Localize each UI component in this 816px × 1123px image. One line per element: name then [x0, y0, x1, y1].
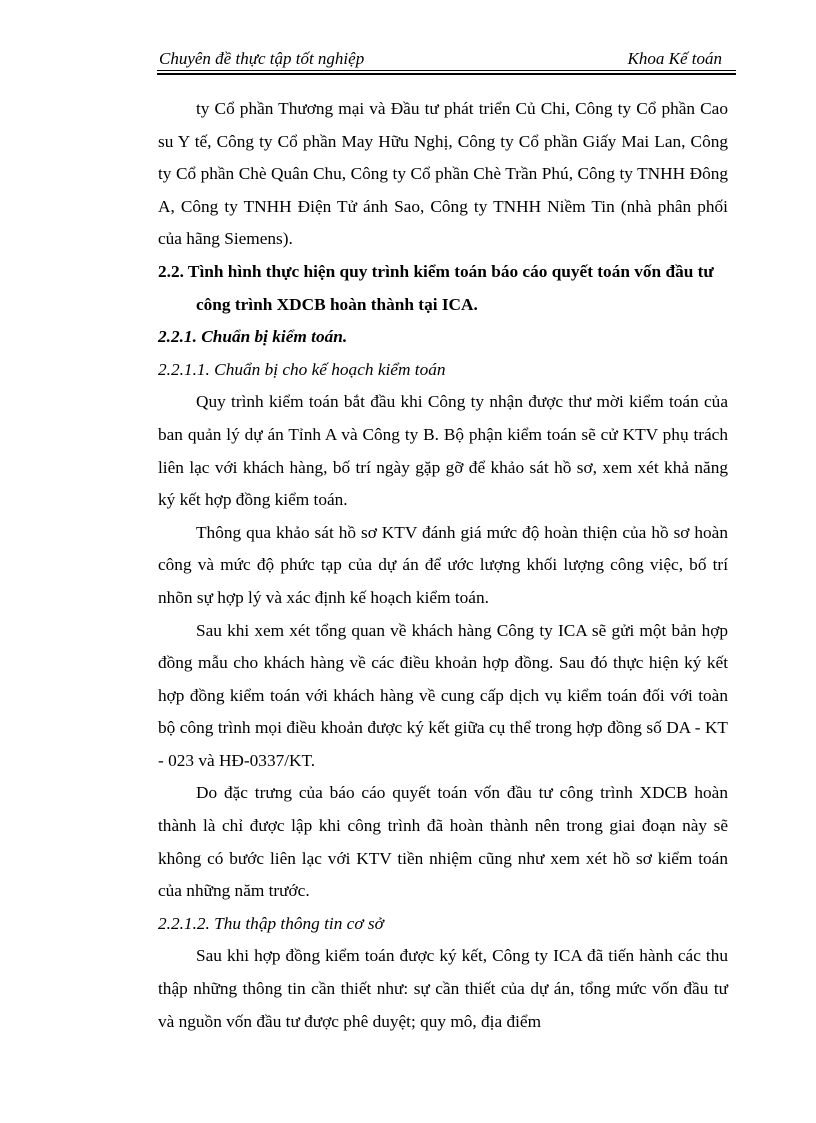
paragraph-characteristics: Do đặc trưng của báo cáo quyết toán vốn đầu tư công trình XDCB hoàn thành là chỉ được lập khi công trình đã hoàn thành nên trong giai đoạn này sẽ không có bước liên lạc với KTV tiền nhiệm cũng như xem xét hồ sơ kiểm toán của những năm trước.: [158, 783, 728, 901]
paragraph-audit-process: Quy trình kiểm toán bắt đầu khi Công ty nhận được thư mời kiểm toán của ban quản lý dự án Tỉnh A và Công ty B. Bộ phận kiểm toán sẽ cử KTV phụ trách liên lạc với khách hàng, bố trí ngày gặp gỡ để khảo sát hồ sơ, xem xét khả năng ký kết hợp đồng kiểm toán.: [158, 392, 728, 510]
header-rule-thin: [157, 70, 736, 71]
header-title: Chuyên đề thực tập tốt nghiệp: [159, 49, 365, 68]
paragraph-info-gathering: Sau khi hợp đồng kiểm toán được ký kết, Công ty ICA đã tiến hành các thu thập những thông tin cần thiết như: sự cần thiết của dự án, tổng mức vốn đầu tư và nguồn vốn đầu tư được phê duyệt; quy mô, địa điểm: [158, 946, 728, 1031]
section-heading-2-2: 2.2. Tình hình thực hiện quy trình kiểm toán báo cáo quyết toán vốn đầu tư công trình XDCB hoàn thành tại ICA.: [158, 261, 714, 314]
paragraph-survey: Thông qua khảo sát hồ sơ KTV đánh giá mức độ hoàn thiện của hồ sơ hoàn công và mức độ phức tạp của dự án để ước lượng khối lượng công việc, bố trí nhõn sự hợp lý và xác định kế hoạch kiểm toán.: [158, 522, 728, 607]
document-body: [158, 93, 728, 1038]
section-heading-2-2-1-1: 2.2.1.1. Chuẩn bị cho kế hoạch kiểm toán: [158, 359, 446, 379]
paragraph-client-list: ty Cổ phần Thương mại và Đầu tư phát triển Củ Chi, Công ty Cổ phần Cao su Y tế, Công ty Cổ phần May Hữu Nghị, Công ty Cổ phần Giấy Mai Lan, Công ty Cổ phần Chè Quân Chu, Công ty Cổ phần Chè Trần Phú, Công ty TNHH Đông A, Công ty TNHH Điện Tử ánh Sao, Công ty TNHH Niềm Tin (nhà phân phối của hãng Siemens).: [158, 99, 728, 249]
page-header: [157, 49, 736, 71]
section-heading-2-2-1: 2.2.1. Chuẩn bị kiểm toán.: [158, 327, 348, 347]
paragraph-contract: Sau khi xem xét tổng quan về khách hàng Công ty ICA sẽ gửi một bản hợp đồng mẫu cho khách hàng về các điều khoản hợp đồng. Sau đó thực hiện ký kết hợp đồng kiểm toán với khách hàng về cung cấp dịch vụ kiểm toán đối với toàn bộ công trình mọi điều khoản được ký kết giữa cụ thể trong hợp đồng số DA - KT - 023 và HĐ-0337/KT.: [158, 620, 728, 770]
section-heading-2-2-1-2: 2.2.1.2. Thu thập thông tin cơ sở: [158, 913, 384, 933]
header-rule-thick: [157, 73, 736, 75]
header-department: Khoa Kế toán: [627, 49, 722, 68]
